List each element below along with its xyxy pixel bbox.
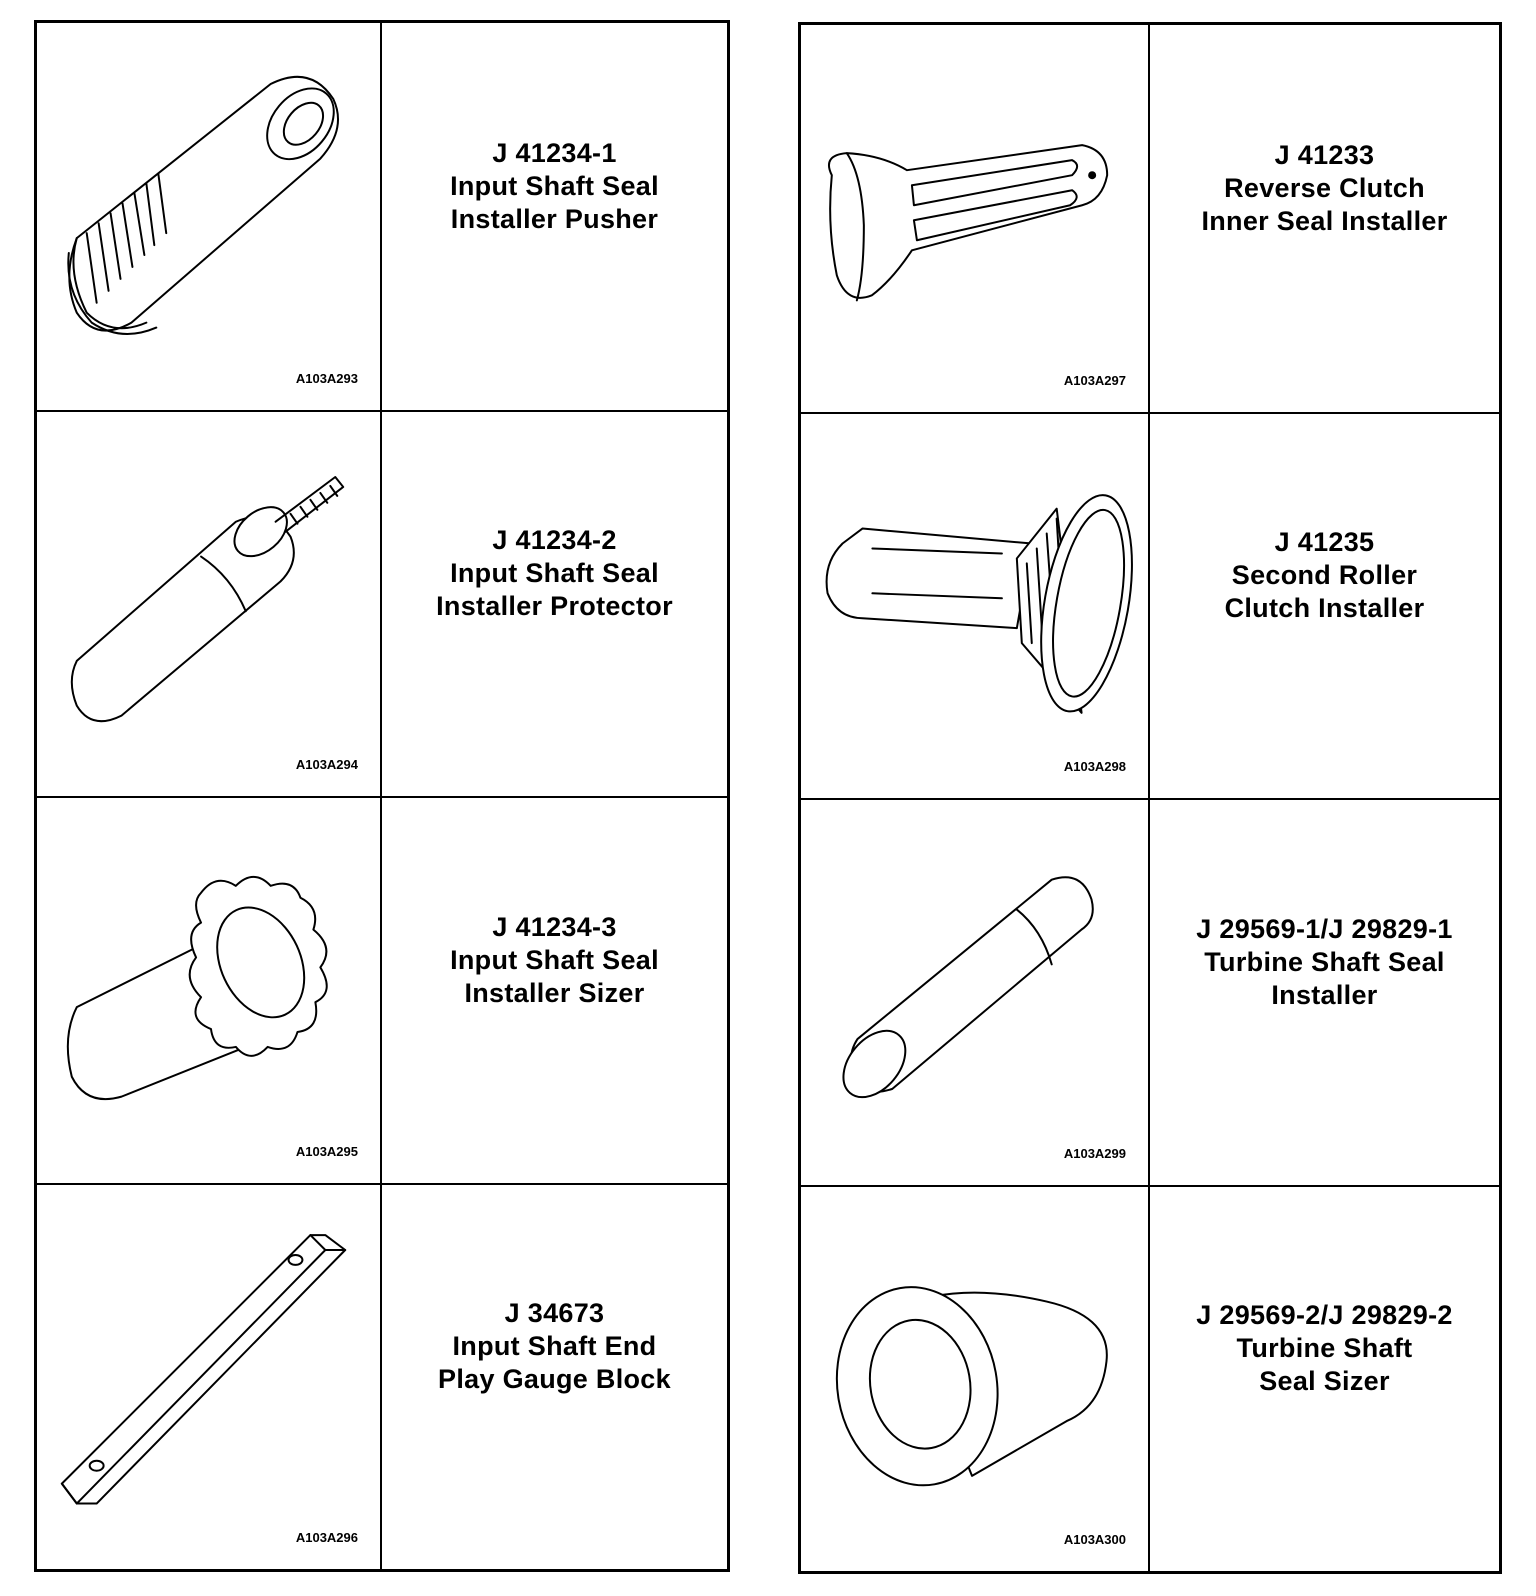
- figure-id: A103A296: [295, 1530, 358, 1545]
- tool-row: [37, 796, 727, 1183]
- tool-number: J 41234-2: [492, 525, 617, 556]
- tool-name-line: Turbine Shaft Seal: [1204, 946, 1445, 977]
- tool-caption: [1196, 913, 1452, 1012]
- tool-number: J 34673: [504, 1298, 605, 1329]
- tool-name-line: Input Shaft Seal: [450, 558, 659, 589]
- tool-name-line: Seal Sizer: [1259, 1366, 1390, 1397]
- seal-installer-pusher-illustration: [37, 23, 380, 410]
- seal-installer-sizer-illustration: [37, 798, 380, 1183]
- tool-name-line: Clutch Installer: [1224, 593, 1425, 624]
- tool-row: [801, 1185, 1499, 1572]
- tool-name-line: Inner Seal Installer: [1201, 205, 1448, 236]
- tool-illustration-cell: [37, 23, 382, 410]
- figure-id: A103A293: [295, 370, 358, 386]
- tool-number: J 41233: [1274, 139, 1375, 170]
- tool-caption-cell: [1150, 1187, 1499, 1572]
- tool-name-line: Installer Sizer: [464, 977, 645, 1008]
- tool-caption-cell: [1150, 414, 1499, 799]
- tool-caption-cell: [1150, 800, 1499, 1185]
- tool-name-line: Play Gauge Block: [438, 1364, 671, 1395]
- turbine-shaft-seal-sizer-illustration: [801, 1187, 1148, 1572]
- right-tool-table: [798, 22, 1502, 1574]
- reverse-clutch-seal-installer-illustration: [801, 25, 1148, 412]
- tool-caption-cell: [382, 798, 727, 1183]
- tool-illustration-cell: [37, 798, 382, 1183]
- tool-caption: [1225, 526, 1425, 625]
- tool-caption: [1196, 1299, 1452, 1398]
- figure-id: A103A297: [1063, 372, 1126, 388]
- tool-illustration-cell: [801, 25, 1150, 412]
- tool-illustration-cell: [801, 1187, 1150, 1572]
- tool-illustration-cell: [801, 414, 1150, 799]
- tool-name-line: Input Shaft Seal: [450, 944, 659, 975]
- tool-caption-cell: [382, 23, 727, 410]
- tool-illustration-cell: [37, 1185, 382, 1570]
- tool-row: [37, 23, 727, 410]
- tool-name-line: Input Shaft End: [452, 1331, 657, 1362]
- figure-id: A103A300: [1063, 1532, 1126, 1547]
- tool-caption: [450, 137, 659, 236]
- tool-name-line: Second Roller: [1231, 560, 1418, 591]
- tool-name-line: Reverse Clutch: [1224, 172, 1425, 203]
- second-roller-clutch-installer-illustration: [801, 414, 1148, 799]
- tool-row: [37, 1183, 727, 1570]
- tool-name-line: Input Shaft Seal: [450, 170, 659, 201]
- left-tool-table: [34, 20, 730, 1572]
- tool-illustration-cell: [37, 412, 382, 797]
- figure-id: A103A294: [295, 757, 358, 772]
- tool-caption-cell: [382, 412, 727, 797]
- tool-number: J 29569-1/J 29829-1: [1196, 913, 1453, 944]
- seal-installer-protector-illustration: [37, 412, 380, 797]
- figure-id: A103A295: [295, 1143, 358, 1159]
- tool-row: [37, 410, 727, 797]
- tool-number: J 29569-2/J 29829-2: [1196, 1300, 1453, 1331]
- end-play-gauge-block-illustration: [37, 1185, 380, 1570]
- tool-row: [801, 412, 1499, 799]
- tool-number: J 41235: [1274, 527, 1375, 558]
- tool-caption: [436, 524, 673, 623]
- tool-illustration-cell: [801, 800, 1150, 1185]
- tool-name-line: Installer Pusher: [450, 203, 659, 234]
- turbine-shaft-seal-installer-illustration: [801, 800, 1148, 1185]
- tool-number: J 41234-1: [492, 137, 617, 168]
- tool-caption: [438, 1297, 671, 1396]
- tool-caption-cell: [1150, 25, 1499, 412]
- tool-name-line: Installer Protector: [436, 591, 673, 622]
- figure-id: A103A298: [1063, 759, 1126, 774]
- tool-caption-cell: [382, 1185, 727, 1570]
- tool-caption: [450, 911, 659, 1010]
- figure-id: A103A299: [1063, 1145, 1126, 1161]
- tool-name-line: Turbine Shaft: [1236, 1333, 1413, 1364]
- tool-number: J 41234-3: [492, 911, 617, 942]
- tool-row: [801, 798, 1499, 1185]
- tool-caption: [1201, 139, 1447, 238]
- tool-row: [801, 25, 1499, 412]
- tool-name-line: Installer: [1271, 979, 1378, 1010]
